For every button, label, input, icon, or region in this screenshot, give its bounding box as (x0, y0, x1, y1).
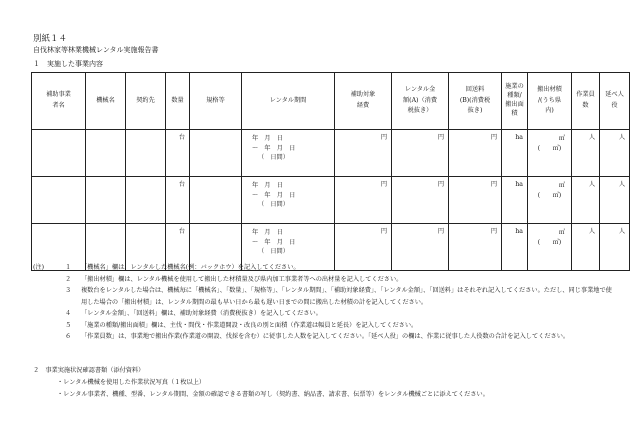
cell-person-days[interactable]: 人 (600, 177, 630, 224)
header-work-type: 施業の 種類/ 搬出面 積 (502, 73, 528, 130)
cell-period[interactable]: 年 月 日 〜 年 月 日 （ 日間） (242, 177, 335, 224)
header-transport: 回送料 (B)(消費税 抜き) (449, 73, 502, 130)
form-number: 別紙１４ (33, 34, 68, 44)
cell-subsidy[interactable]: 円 (335, 130, 392, 177)
section-1-heading: １ 実施した事業内容 (33, 60, 103, 68)
attachment-item: ・レンタル機械を使用した作業状況写真（１枚以上） (57, 379, 206, 386)
cell-machine[interactable] (86, 177, 126, 224)
header-rental: レンタル金 額(A)（消費 税抜き） (392, 73, 449, 130)
header-subsidy: 補助対象 経費 (335, 73, 392, 130)
header-timber: 搬出材積 /(うち県 内) (528, 73, 572, 130)
cell-workers[interactable]: 人 (572, 224, 600, 271)
notes-block (33, 262, 613, 343)
note-item: ４ 「レンタル金額」、「回送料」欄は、補助対象経費（消費税抜き）を記入してください。 (65, 310, 322, 317)
header-person-days: 延べ人 役 (600, 73, 630, 130)
note-item: (注) １ 「機械名」欄は、レンタルした機械名(例：バックホウ）を記入してください。 (33, 264, 300, 271)
table-header-row (32, 73, 630, 130)
cell-subsidy[interactable]: 円 (335, 177, 392, 224)
cell-area[interactable]: ha (502, 130, 528, 177)
document-title: 自伐林家等林業機械レンタル実施報告書 (33, 46, 159, 54)
cell-period[interactable]: 年 月 日 〜 年 月 日 （ 日間） (242, 130, 335, 177)
header-spec: 規格等 (190, 73, 242, 130)
cell-operator[interactable] (32, 177, 86, 224)
table-row (32, 130, 630, 177)
cell-period[interactable]: 年 月 日 〜 年 月 日 （ 日間） (242, 224, 335, 271)
cell-contractor[interactable] (126, 177, 166, 224)
note-item: ２ 「搬出材積」欄は、レンタル機械を使用して搬出した材積量及び県内加工事業者等への出材量を記入してください。 (65, 275, 403, 283)
cell-person-days[interactable]: 人 (600, 224, 630, 271)
section-2-heading: ２ 事業実施状況確認書類（添付資料） (33, 367, 145, 374)
cell-area[interactable]: ha (502, 177, 528, 224)
cell-spec[interactable] (190, 130, 242, 177)
cell-rental[interactable]: 円 (392, 224, 449, 271)
cell-spec[interactable] (190, 177, 242, 224)
cell-machine[interactable] (86, 130, 126, 177)
cell-timber[interactable]: ㎥ ( ㎥) (528, 224, 572, 271)
cell-workers[interactable]: 人 (572, 130, 600, 177)
cell-operator[interactable] (32, 130, 86, 177)
cell-transport[interactable]: 円 (449, 224, 502, 271)
cell-rental[interactable]: 円 (392, 130, 449, 177)
cell-workers[interactable]: 人 (572, 177, 600, 224)
note-item: ５ 「施業の種類/搬出面積」欄は、主伐・間伐・作業道開設・改良の別と面積（作業道は幅員と延長）を記入してください。 (65, 321, 418, 329)
cell-person-days[interactable]: 人 (600, 130, 630, 177)
header-contractor: 契約先 (126, 73, 166, 130)
cell-transport[interactable]: 円 (449, 177, 502, 224)
header-workers: 作業員 数 (572, 73, 600, 130)
note-item: ６ 「作業員数」は、事業地で搬出作業(作業道の開設、伐採を含む）に従事した人数を記入してください。「延べ人役」の欄は、作業に従事した人役数の合計を記入してください。 (65, 333, 570, 340)
header-period: レンタル期間 (242, 73, 335, 130)
attachment-item: ・レンタル事業者、機種、型番、レンタル期間、金額の確認できる書類の写し（契約書、納品書、請求書、伝票等）をレンタル機械ごとに添えてください。 (57, 391, 489, 398)
cell-timber[interactable]: ㎥ ( ㎥) (528, 130, 572, 177)
header-quantity: 数量 (166, 73, 190, 130)
cell-contractor[interactable] (126, 130, 166, 177)
cell-timber[interactable]: ㎥ ( ㎥) (528, 177, 572, 224)
cell-quantity[interactable]: 台 (166, 224, 190, 271)
cell-subsidy[interactable]: 円 (335, 224, 392, 271)
header-operator: 補助事業 者名 (32, 73, 86, 130)
cell-area[interactable]: ha (502, 224, 528, 271)
cell-rental[interactable]: 円 (392, 177, 449, 224)
cell-quantity[interactable]: 台 (166, 177, 190, 224)
cell-quantity[interactable]: 台 (166, 130, 190, 177)
table-row (32, 177, 630, 224)
header-machine: 機械名 (86, 73, 126, 130)
cell-transport[interactable]: 円 (449, 130, 502, 177)
note-item: ３ 複数台をレンタルした場合は、機械毎に「機械名」、「数量」、「規格等」、「レンタル期間」、「補助対象経費」、「レンタル金額」、「回送料」はそれぞれ記入してください。ただし、同じ事業地で使用した場合の「搬出材積」は、レンタル期間の最も早い日から最も遅い日までの間に搬出した材積の計を記入してください。 (65, 287, 612, 306)
rental-report-table (31, 72, 630, 271)
